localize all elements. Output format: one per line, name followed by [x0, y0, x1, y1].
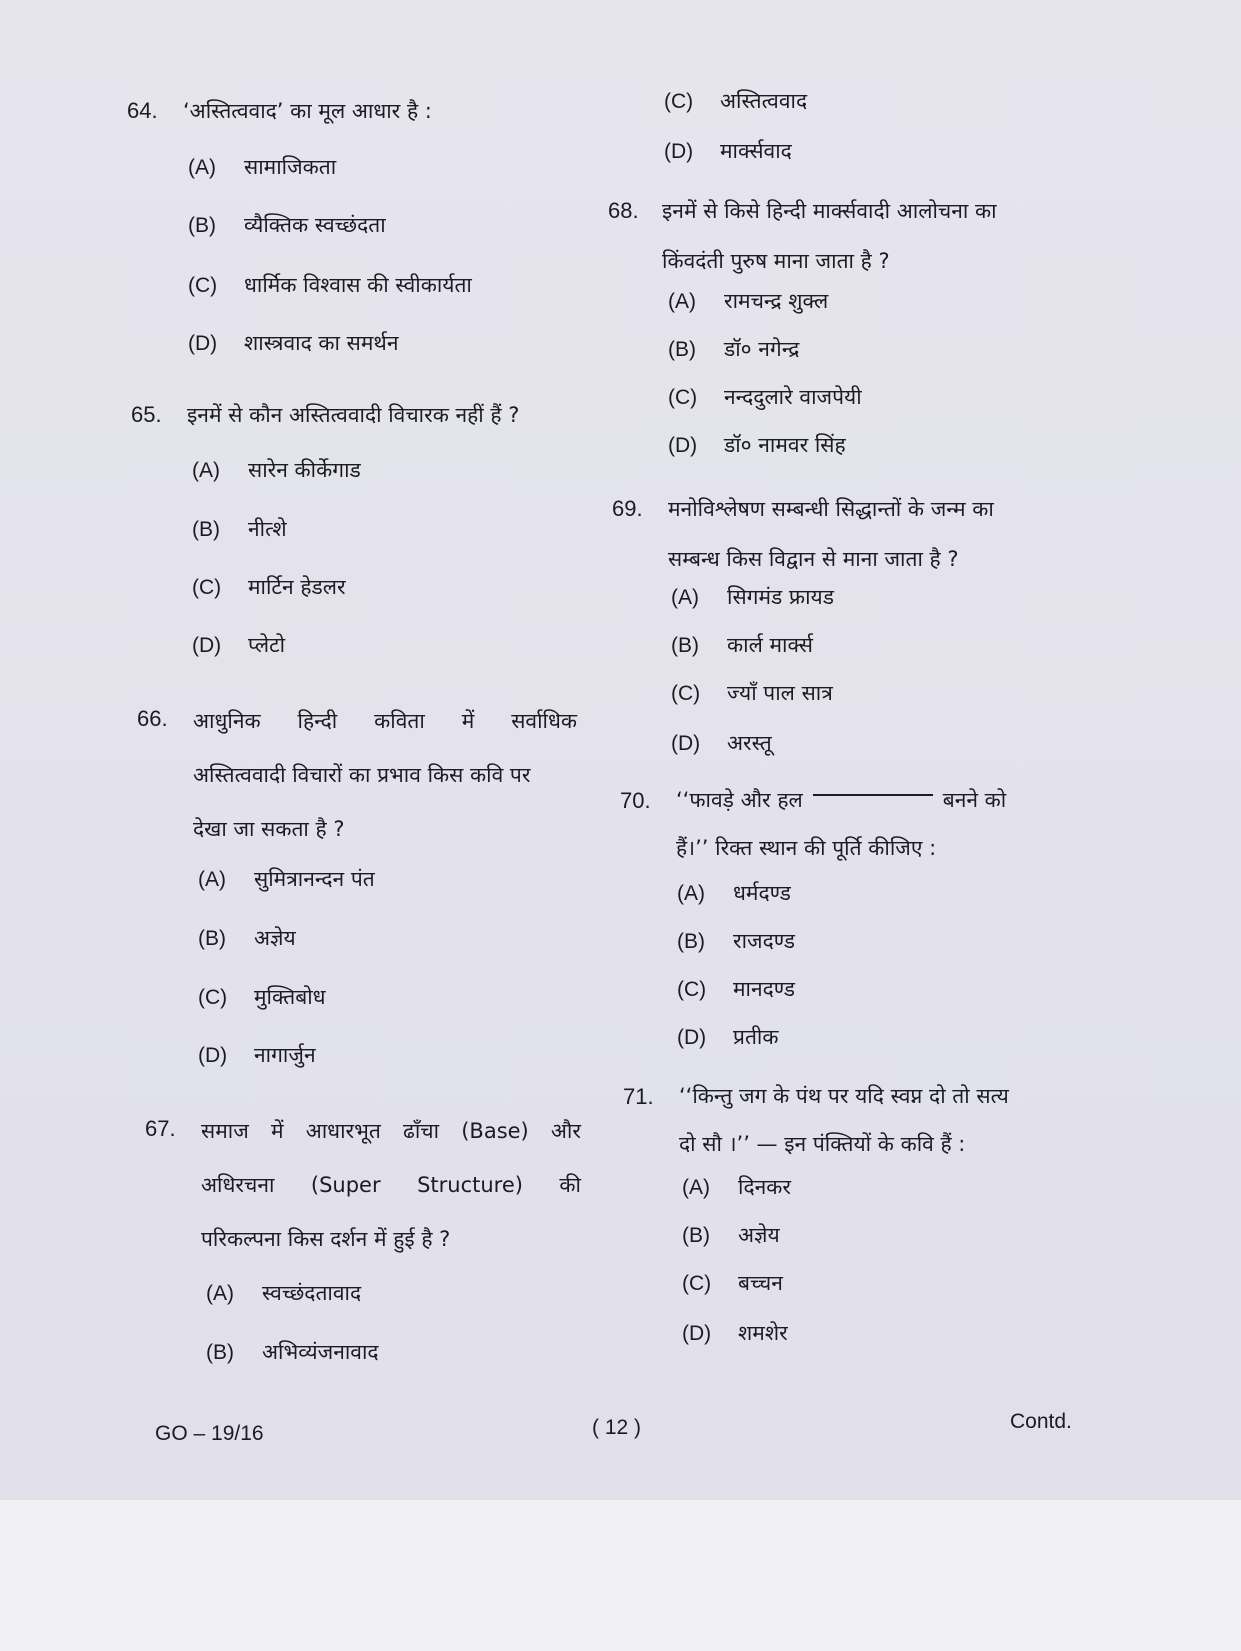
option-label: (D) [664, 140, 694, 163]
question-stem-line: हैं।’’ रिक्त स्थान की पूर्ति कीजिए : [676, 836, 937, 860]
question-stem-part: बनने को [942, 788, 1007, 812]
question-stem-line: दो सौ ।’’ — इन पंक्तियों के कवि हैं : [679, 1132, 966, 1156]
option-label: (C) [664, 90, 694, 113]
option-label: (C) [671, 682, 701, 705]
option-text: अज्ञेय [738, 1223, 780, 1247]
option-label: (D) [188, 332, 218, 355]
option-label: (A) [192, 459, 220, 482]
page-margin [0, 1500, 1241, 1651]
option-67-b [206, 1337, 379, 1368]
question-number: 67. [145, 1116, 176, 1141]
question-number: 66. [137, 706, 168, 731]
option-68-a [668, 286, 828, 317]
question-66 [137, 694, 577, 854]
option-label: (D) [668, 434, 698, 457]
question-stem-line: सम्बन्ध किस विद्वान से माना जाता है ? [668, 547, 959, 571]
option-label: (B) [206, 1341, 234, 1364]
fill-in-blank [813, 794, 933, 796]
option-text: डॉ० नामवर सिंह [724, 433, 846, 457]
option-label: (B) [677, 930, 705, 953]
option-label: (B) [198, 927, 226, 950]
option-text: मुक्तिबोध [254, 985, 326, 1009]
option-68-c [668, 382, 862, 413]
option-label: (C) [682, 1272, 712, 1295]
option-text: शमशेर [738, 1321, 788, 1345]
option-text: सामाजिकता [244, 155, 337, 179]
question-stem-line: देखा जा सकता है ? [193, 817, 345, 841]
option-text: मार्टिन हेडलर [248, 575, 346, 599]
option-label: (D) [677, 1026, 707, 1049]
option-text: कार्ल मार्क्स [727, 633, 813, 657]
option-70-c [677, 974, 795, 1005]
option-label: (C) [188, 274, 218, 297]
option-text: राजदण्ड [733, 929, 795, 953]
option-label: (A) [668, 290, 696, 313]
question-stem-line: अधिरचना (Super Structure) की [201, 1173, 581, 1197]
option-text: अभिव्यंजनावाद [262, 1340, 379, 1364]
option-67-c [664, 86, 807, 117]
question-number: 71. [623, 1084, 654, 1109]
option-text: व्यैक्तिक स्वच्छंदता [244, 213, 386, 237]
option-label: (A) [198, 868, 226, 891]
option-text: प्लेटो [248, 633, 286, 657]
option-label: (A) [682, 1176, 710, 1199]
option-label: (B) [682, 1224, 710, 1247]
question-stem-line: ‘‘किन्तु जग के पंथ पर यदि स्वप्न दो तो सत्य [679, 1084, 1009, 1108]
question-68 [608, 186, 1068, 296]
paper-code: GO – 19/16 [155, 1422, 264, 1445]
option-65-c [192, 572, 346, 603]
option-text: नन्ददुलारे वाजपेयी [724, 385, 862, 409]
option-text: नीत्शे [248, 517, 287, 541]
question-stem: ‘अस्तित्ववाद’ का मूल आधार है : [183, 99, 432, 123]
option-69-b [671, 630, 813, 661]
option-64-c [188, 270, 472, 301]
option-66-c [198, 982, 326, 1013]
option-text: नागार्जुन [254, 1043, 316, 1067]
option-label: (A) [206, 1282, 234, 1305]
question-number: 68. [608, 198, 639, 223]
question-stem-line: इनमें से किसे हिन्दी मार्क्सवादी आलोचना का [662, 199, 997, 223]
option-69-d [671, 728, 772, 759]
option-text: अरस्तू [727, 731, 772, 755]
question-70 [620, 776, 1080, 886]
option-71-b [682, 1220, 780, 1251]
option-text: प्रतीक [733, 1025, 779, 1049]
option-70-b [677, 926, 795, 957]
option-71-a [682, 1172, 791, 1203]
question-stem-part: ‘‘फावड़े और हल [676, 788, 803, 812]
option-label: (C) [668, 386, 698, 409]
option-label: (A) [188, 156, 216, 179]
option-71-c [682, 1268, 783, 1299]
option-64-a [188, 152, 336, 183]
option-text: अज्ञेय [254, 926, 296, 950]
option-71-d [682, 1318, 788, 1349]
option-66-d [198, 1040, 316, 1071]
option-label: (C) [192, 576, 222, 599]
continued-label: Contd. [1010, 1410, 1072, 1433]
option-65-b [192, 514, 287, 545]
question-stem-line: किंवदंती पुरुष माना जाता है ? [662, 249, 890, 273]
option-67-d [664, 136, 792, 167]
question-stem-line: परिकल्पना किस दर्शन में हुई है ? [201, 1227, 451, 1251]
question-number: 70. [620, 788, 651, 813]
option-text: मार्क्सवाद [720, 139, 792, 163]
option-65-a [192, 455, 361, 486]
question-number: 69. [612, 496, 643, 521]
option-label: (C) [198, 986, 228, 1009]
option-64-d [188, 328, 399, 359]
question-stem-line: समाज में आधारभूत ढाँचा (Base) और [201, 1119, 581, 1143]
option-65-d [192, 630, 285, 661]
question-number: 64. [127, 98, 158, 123]
option-70-a [677, 878, 791, 909]
question-number: 65. [131, 402, 162, 427]
option-70-d [677, 1022, 779, 1053]
option-69-c [671, 678, 833, 709]
option-69-a [671, 582, 834, 613]
option-text: अस्तित्ववाद [720, 89, 808, 113]
option-label: (B) [668, 338, 696, 361]
option-label: (D) [198, 1044, 228, 1067]
question-stem-line: अस्तित्ववादी विचारों का प्रभाव किस कवि पर [193, 763, 531, 787]
option-label: (D) [671, 732, 701, 755]
option-label: (D) [192, 634, 222, 657]
option-text: धार्मिक विश्वास की स्वीकार्यता [244, 273, 472, 297]
option-label: (C) [677, 978, 707, 1001]
option-text: सिगमंड फ्रायड [727, 585, 834, 609]
option-text: धर्मदण्ड [733, 881, 791, 905]
option-label: (D) [682, 1322, 712, 1345]
question-stem-line: आधुनिक हिन्दी कविता में सर्वाधिक [193, 709, 577, 733]
option-66-b [198, 923, 296, 954]
option-68-b [668, 334, 799, 365]
option-text: ज्याँ पाल सात्र [727, 681, 833, 705]
option-text: सुमित्रानन्दन पंत [254, 867, 375, 891]
option-text: शास्त्रवाद का समर्थन [244, 331, 399, 355]
option-text: डॉ० नगेन्द्र [724, 337, 800, 361]
option-text: मानदण्ड [733, 977, 796, 1001]
question-67 [145, 1104, 585, 1264]
option-text: स्वच्छंदतावाद [262, 1281, 362, 1305]
question-69 [612, 484, 1072, 594]
option-label: (B) [188, 214, 216, 237]
option-label: (B) [671, 634, 699, 657]
option-label: (B) [192, 518, 220, 541]
option-label: (A) [677, 882, 705, 905]
option-64-b [188, 210, 386, 241]
option-text: सारेन कीर्केगाड [248, 458, 361, 482]
question-71 [623, 1072, 1083, 1182]
option-68-d [668, 430, 846, 461]
option-66-a [198, 864, 375, 895]
question-stem: इनमें से कौन अस्तित्ववादी विचारक नहीं हैं ? [187, 403, 520, 427]
option-text: दिनकर [738, 1175, 791, 1199]
option-67-a [206, 1278, 361, 1309]
question-stem-line: मनोविश्लेषण सम्बन्धी सिद्धान्तों के जन्म का [668, 497, 994, 521]
option-text: बच्चन [738, 1271, 783, 1295]
option-label: (A) [671, 586, 699, 609]
option-text: रामचन्द्र शुक्ल [724, 289, 829, 313]
page-number: ( 12 ) [592, 1416, 642, 1439]
